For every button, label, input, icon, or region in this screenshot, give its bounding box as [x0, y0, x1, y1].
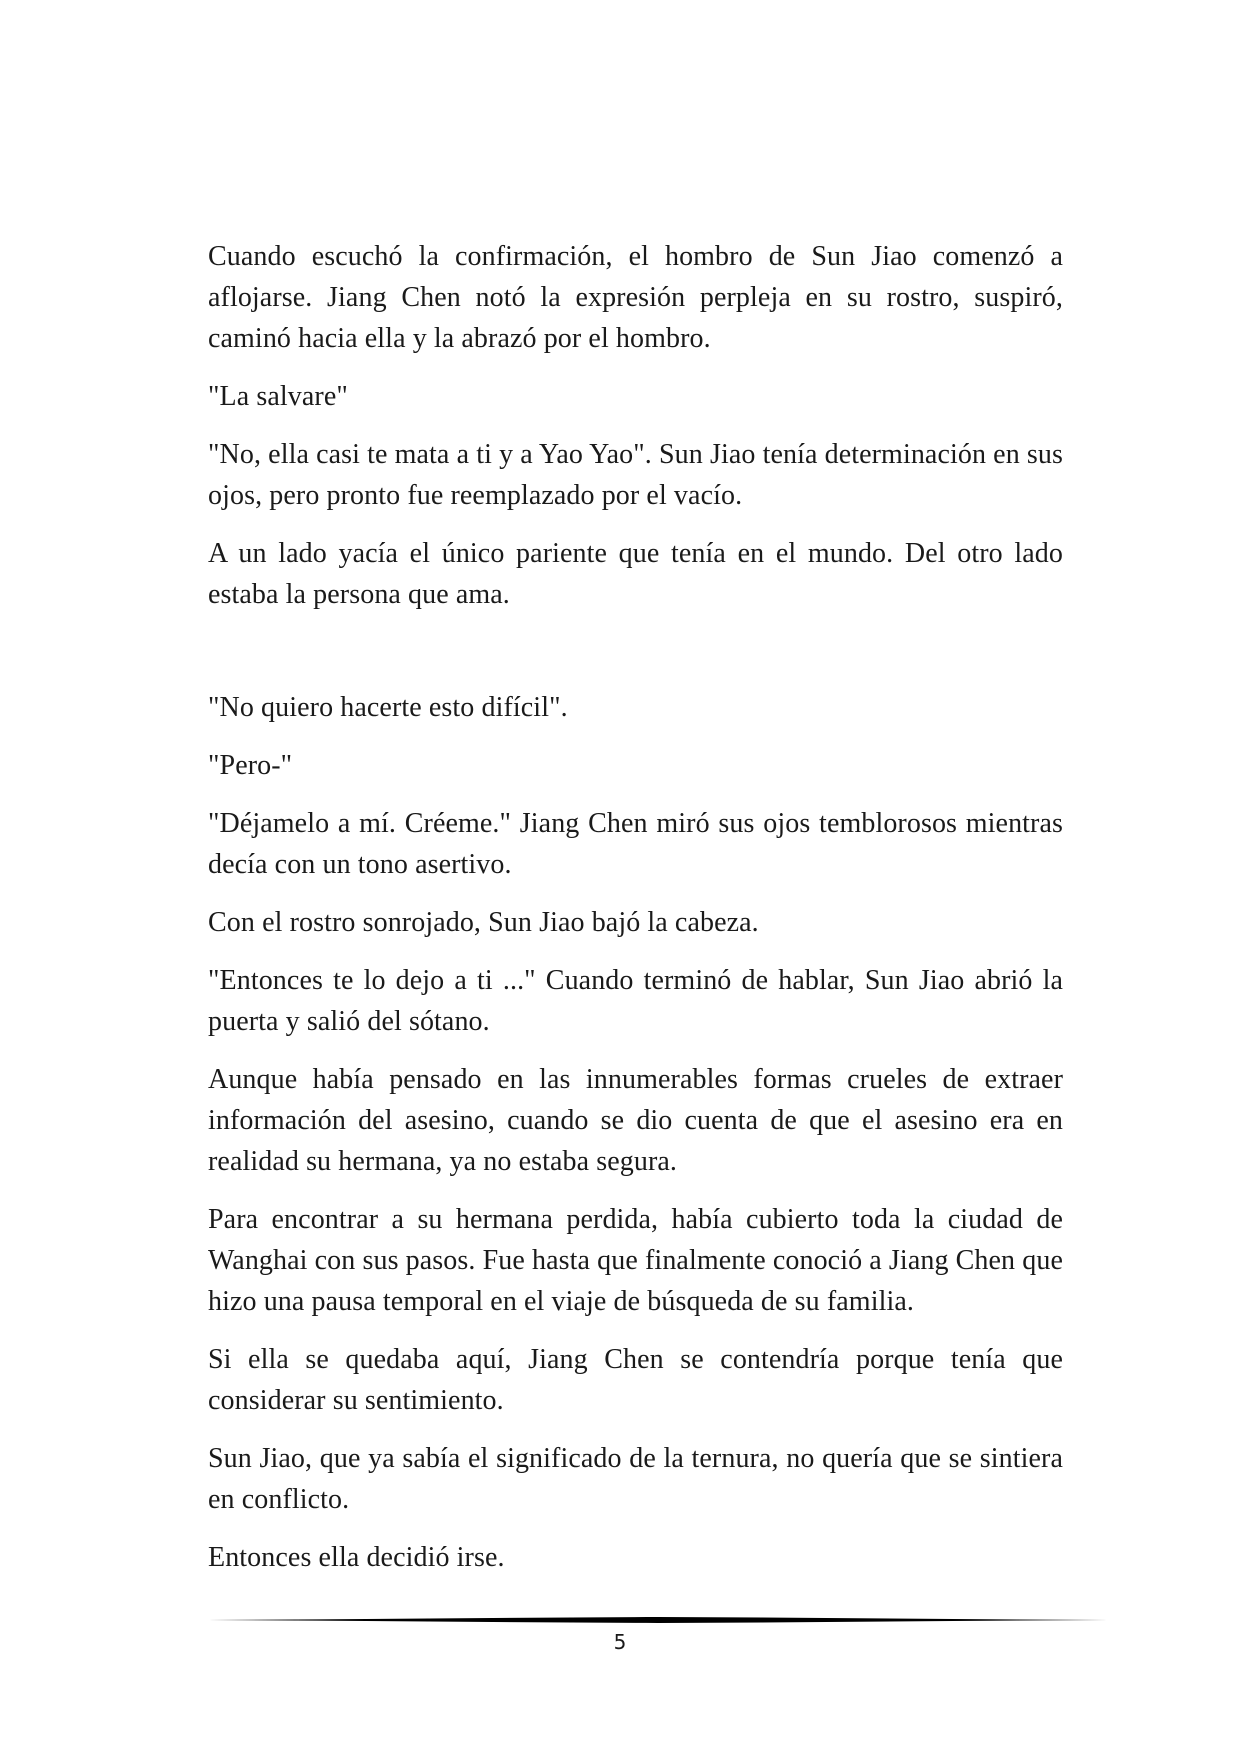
- paragraph: "Entonces te lo dejo a ti ..." Cuando terminó de hablar, Sun Jiao abrió la puerta y salió del sótano.: [208, 965, 1063, 1037]
- paragraph: "Déjamelo a mí. Créeme." Jiang Chen miró sus ojos temblorosos mientras decía con un tono asertivo.: [208, 808, 1063, 880]
- paragraph: Cuando escuchó la confirmación, el hombro de Sun Jiao comenzó a aflojarse. Jiang Chen notó la expresión perpleja en su rostro, suspiró, caminó hacia ella y la abrazó por el hombro.: [208, 241, 1063, 354]
- paragraph: Con el rostro sonrojado, Sun Jiao bajó la cabeza.: [208, 907, 759, 938]
- paragraph: "La salvare": [208, 381, 348, 412]
- paragraph: Para encontrar a su hermana perdida, había cubierto toda la ciudad de Wanghai con sus pasos. Fue hasta que finalmente conoció a Jiang Chen que hizo una pausa temporal en el viaje de búsqueda de su familia.: [208, 1204, 1063, 1317]
- paragraph: Si ella se quedaba aquí, Jiang Chen se contendría porque tenía que considerar su sentimiento.: [208, 1344, 1063, 1416]
- paragraph: Aunque había pensado en las innumerables formas crueles de extraer información del asesino, cuando se dio cuenta de que el asesino era en realidad su hermana, ya no estaba segura.: [208, 1064, 1063, 1177]
- footer-divider-stroke: [208, 1617, 1108, 1623]
- paragraph: Entonces ella decidió irse.: [208, 1542, 505, 1573]
- paragraph: "No, ella casi te mata a ti y a Yao Yao". Sun Jiao tenía determinación en sus ojos, pero pronto fue reemplazado por el vacío.: [208, 439, 1063, 511]
- paragraph: "Pero-": [208, 750, 293, 781]
- paragraph: "No quiero hacerte esto difícil".: [208, 692, 568, 723]
- paragraph: Sun Jiao, que ya sabía el significado de la ternura, no quería que se sintiera en conflicto.: [208, 1443, 1063, 1515]
- paragraph: A un lado yacía el único pariente que tenía en el mundo. Del otro lado estaba la persona que ama.: [208, 538, 1063, 610]
- footer-divider: [208, 1614, 1108, 1626]
- page-number: 5: [613, 1630, 627, 1654]
- body-text: [208, 236, 1063, 1595]
